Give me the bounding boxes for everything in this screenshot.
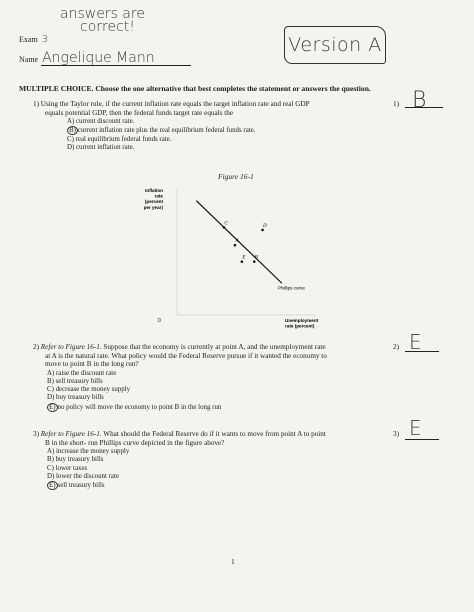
q1-number: 1) [33,100,39,108]
exam-number: 3 [41,34,49,45]
instructions [19,84,469,93]
chart-point-label-c: C [224,221,228,227]
q1-option-b-circle: B) [69,127,76,135]
q2-option-d[interactable]: D) buy treasury bills [47,394,104,402]
name-label: Name [19,55,39,64]
instructions-text: Choose the one alternative that best completes the statement or answers the question. [95,84,371,93]
version-box [284,26,386,64]
y-axis-label-line: (percent [144,199,163,205]
origin-label: 0 [158,318,161,324]
q3-option-e-circle: E) [49,482,56,489]
q3-number: 3) [33,430,39,438]
page-number: 1 [231,557,235,566]
x-axis-label [285,318,319,329]
q2-text-line1: Suppose that the economy is currently at point A, and the unemployment rate [103,343,326,351]
chart-point-label-a: A [235,239,239,245]
q1-answer[interactable]: B [412,88,427,113]
q3-option-d[interactable]: D) lower the discount rate [47,472,119,480]
q2-option-e-circle: E) [49,403,56,411]
q3-answer[interactable]: E [409,416,422,440]
q3-option-c[interactable]: C) lower taxes [47,464,88,472]
name-underline [41,65,191,66]
y-axis-label-line: Inflation [145,188,163,193]
q1-text-line1: Using the Taylor rule, if the current inflation rate equals the target inflation rate and real GDP [40,100,310,108]
q2-number: 2) [33,343,39,351]
chart-point-label-e: E [242,255,246,261]
figure-caption: Figure 16-1 [218,172,254,181]
q1-option-b-text: current inflation rate plus the real equilibrium federal funds rate. [77,127,256,135]
q2-answer-number: 2) [393,343,399,351]
q2-option-a[interactable]: A) raise the discount rate [47,369,117,377]
q2-answer[interactable]: E [409,330,422,354]
q2-option-e[interactable] [47,403,393,412]
q2-option-b[interactable]: B) sell treasury bills [47,377,103,385]
version-text: Version A [288,34,382,56]
x-axis-label-line: Unemployment [285,318,319,323]
phillips-curve-label: Phillips curve [277,285,305,291]
handwritten-note-line2: correct! [80,19,135,35]
y-axis-label [144,188,164,210]
chart-point-label-b: B [254,255,258,261]
q1-option-c[interactable]: C) real equilibrium federal funds rate. [67,135,172,143]
q2-text-line3: move to point B in the long run? [45,360,139,369]
instructions-lead: MULTIPLE CHOICE. [19,84,94,93]
q1-option-a[interactable]: A) current discount rate. [67,118,135,126]
question-1 [33,100,373,152]
q1-text-line2: equals potential GDP, then the federal funds target rate equals the [45,108,234,117]
q3-text-line2: B in the short- run Phillips curve depicted in the figure above? [45,438,225,447]
exam-label-row [19,34,48,45]
chart-point-label-d: D [263,223,267,229]
handwritten-note-line1: answers are [60,6,145,22]
x-axis-label-line: rate (percent) [285,323,315,329]
phillips-curve-line [196,201,282,284]
exam-label: Exam [19,35,38,44]
chart-point-c [223,226,226,229]
handwritten-note [60,8,145,34]
chart-point-b [253,260,256,263]
q3-option-b[interactable]: B) buy treasury bills [47,456,104,464]
question-3 [33,430,393,490]
q2-ref: Refer to Figure 16-1. [40,343,102,351]
q3-option-e[interactable] [47,481,393,490]
name-row [19,50,194,66]
chart-point-e [241,260,244,263]
q3-option-e-text: sell treasury bills [57,482,105,489]
chart-point-d [261,229,264,232]
q2-text-line2: at A is the natural rate. What policy would the Federal Reserve pursue if it wanted the economy to [45,351,327,360]
q3-ref: Refer to Figure 16-1. [40,430,102,438]
q1-option-b[interactable] [67,126,373,135]
q2-option-c[interactable]: C) decrease the money supply [47,386,131,394]
q1-answer-number: 1) [393,100,399,108]
chart-point-a [234,244,237,247]
student-name: Angelique Mann [42,50,155,66]
q2-option-e-text: no policy will move the economy to point B in the long run [57,403,222,411]
q3-answer-number: 3) [393,430,399,438]
q3-text-line1: What should the Federal Reserve do if it wants to move from point A to point [103,430,326,438]
y-axis-label-line: per year) [143,204,163,210]
q3-option-a[interactable]: A) increase the money supply [47,448,130,456]
y-axis-label-line: rate [154,193,163,199]
chart-points [223,221,267,263]
phillips-chart [130,185,350,335]
q1-option-d[interactable]: D) current inflation rate. [67,143,135,151]
question-2 [33,343,393,412]
